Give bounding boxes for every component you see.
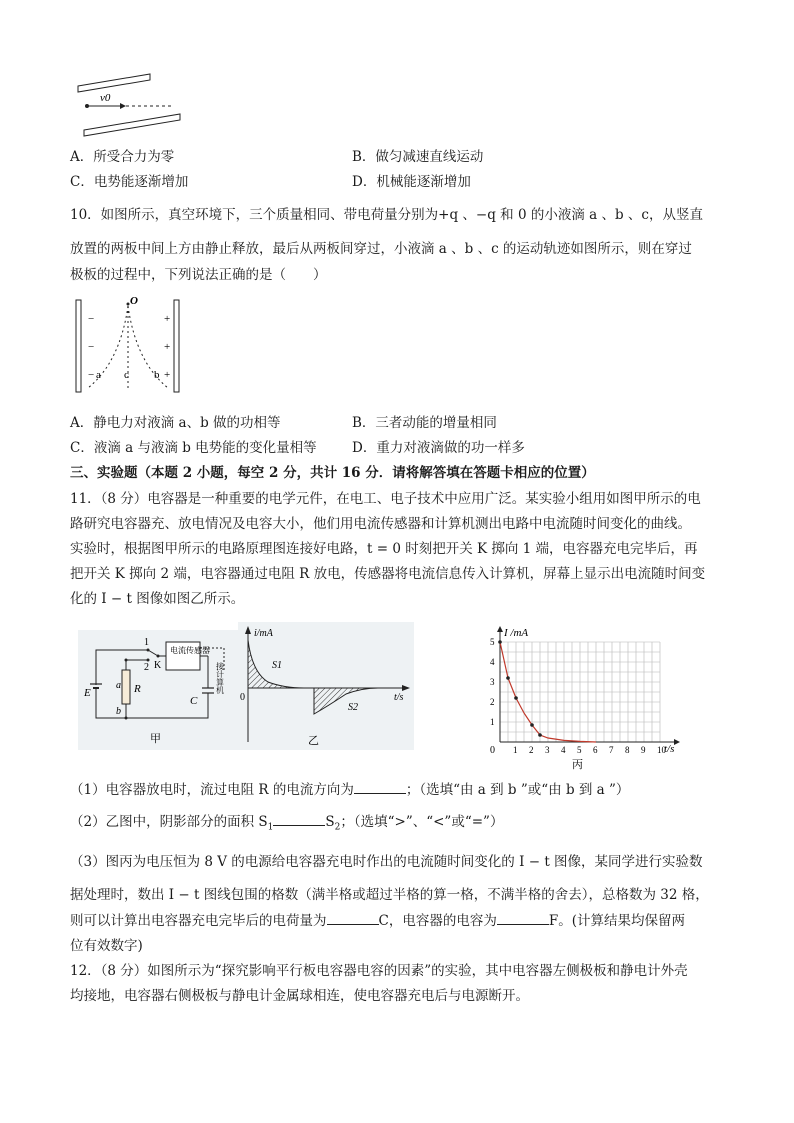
q11-line4: 把开关 K 掷向 2 端，电容器通过电阻 R 放电，传感器将电流信息传入计算机，屏幕上显示出电流随时间变 — [70, 566, 706, 582]
q11-sub3-text-a: 则可以计算出电容器充电完毕后的电荷量为 — [70, 913, 327, 929]
q11-sub1 — [70, 781, 629, 799]
q11-sub3-charge-blank[interactable] — [327, 912, 379, 925]
right-plus-2: + — [164, 341, 171, 353]
data-point — [514, 696, 518, 700]
origin-label: O — [130, 295, 138, 307]
q10-option-b[interactable]: B．三者动能的增量相同 — [352, 415, 497, 431]
upper-plate — [78, 74, 150, 92]
fig-yi-caption: 乙 — [308, 735, 319, 747]
x-tick-label: 5 — [577, 745, 582, 755]
q11-line2: 路研究电容器充、放电情况及电容大小，他们用电流传感器和计算机测出电路中电流随时间变化的曲线。 — [70, 516, 691, 532]
fig-bing-caption: 丙 — [572, 759, 583, 770]
q12-line1: 12．（8 分）如图所示为“探究影响平行板电容器电容的因素”的实验，其中电容器左侧极板和静电计外壳 — [70, 963, 688, 979]
sensor-label: 电流传感器 — [170, 646, 210, 655]
q11-sub3-line3 — [70, 912, 685, 930]
left-minus-2: − — [88, 341, 95, 353]
data-point — [498, 640, 502, 644]
q12-line2: 均接地，电容器右侧极板与静电计金属球相连，使电容器充电后与电源断开。 — [70, 988, 529, 1004]
label-a: a — [116, 680, 121, 691]
label-R: R — [134, 683, 141, 695]
yi-S1: S1 — [272, 660, 282, 671]
q10-stem-line2: 放置的两板中间上方由静止释放，最后从两板间穿过，小液滴 a 、b 、c 的运动轨迹如图所示，则在穿过 — [70, 241, 692, 257]
right-plate — [174, 300, 179, 392]
yi-ylabel: i/mA — [254, 628, 273, 639]
q11-sub3-line2: 据处理时，数出 I − t 图线包围的格数（满半格或超过半格的算一格，不满半格的舍去），总格数为 32 格， — [70, 887, 709, 903]
right-plus-3: + — [164, 369, 171, 381]
q11-sub3-capacitance-blank[interactable] — [497, 912, 549, 925]
q11-sub2-s2-subscript: 2 — [334, 822, 341, 833]
q11-line1: 11．（8 分）电容器是一种重要的电学元件，在电工、电子技术中应用广泛。某实验小组用如图甲所示的电 — [70, 491, 701, 507]
q11-sub3-text-b: C，电容器的电容为 — [378, 913, 497, 929]
q11-line5: 化的 I − t 图像如图乙所示。 — [70, 591, 245, 607]
y-tick-label: 2 — [490, 697, 495, 707]
velocity-arrowhead — [120, 103, 126, 109]
fig-bing-chart — [483, 624, 693, 770]
q11-sub2 — [70, 813, 503, 837]
y-axis-arrow — [497, 626, 503, 632]
y-tick-label: 1 — [490, 717, 495, 727]
x-tick-label: 6 — [593, 745, 598, 755]
y-tick-label: 4 — [490, 657, 495, 667]
q10-option-c[interactable]: C．液滴 a 与液滴 b 电势能的变化量相等 — [70, 440, 317, 456]
q11-sub3-line4: 位有效数字) — [70, 938, 143, 954]
label-1: 1 — [144, 637, 149, 648]
x-tick-label: 7 — [609, 745, 614, 755]
path-b — [128, 306, 171, 388]
y-tick-label: 3 — [490, 677, 495, 687]
q9-option-d[interactable]: D．机械能逐渐增加 — [352, 174, 471, 190]
q9-option-a[interactable]: A．所受合力为零 — [70, 149, 175, 165]
section3-title: 三、实验题（本题 2 小题，每空 2 分，共计 16 分．请将解答填在答题卡相应的位置） — [70, 465, 595, 481]
q11-sub3-line1: （3）图丙为电压恒为 8 V 的电源给电容器充电时作出的电流随时间变化的 I − t 图像，某同学进行实验数 — [70, 854, 703, 870]
label-b: b — [116, 706, 121, 717]
label-a: a — [96, 369, 101, 381]
right-plus-1: + — [164, 313, 171, 325]
x-tick-label: 3 — [545, 745, 550, 755]
q10-stem-line3: 极板的过程中，下列说法正确的是（ ） — [70, 267, 327, 283]
q10-option-d[interactable]: D．重力对液滴做的功一样多 — [352, 440, 525, 456]
q9-figure — [70, 64, 190, 140]
data-point — [538, 733, 542, 737]
q9-option-c[interactable]: C．电势能逐渐增加 — [70, 174, 189, 190]
q10-figure — [70, 292, 190, 397]
y-tick-label: 5 — [490, 637, 495, 647]
lower-plate — [84, 114, 180, 136]
x-axis-arrow — [674, 739, 680, 745]
q11-sub2-text-a: （2）乙图中，阴影部分的面积 S — [70, 814, 268, 830]
computer-label: 接计算机 — [215, 662, 225, 694]
left-minus-1: − — [88, 313, 95, 325]
bing-xlabel: t/s — [664, 743, 675, 755]
fig-yi-chart — [238, 622, 414, 750]
q11-sub2-s1-subscript: 1 — [267, 822, 274, 833]
q11-sub1-text-a: （1）电容器放电时，流过电阻 R 的电流方向为 — [70, 782, 354, 798]
q9-option-b[interactable]: B．做匀减速直线运动 — [352, 149, 484, 165]
q11-sub2-text-c: ；（选填“>”、“<”或“=”） — [340, 814, 504, 830]
bing-origin: 0 — [490, 745, 495, 756]
q11-sub1-text-b: ；（选填“由 a 到 b ”或“由 b 到 a ”） — [405, 782, 630, 798]
x-tick-label: 9 — [641, 745, 646, 755]
label-C: C — [190, 695, 198, 707]
label-K: K — [154, 660, 162, 671]
q11-sub2-text-b: S — [325, 814, 335, 830]
q10-stem-line1: 10．如图所示，真空环境下，三个质量相同、带电荷量分别为+q 、−q 和 0 的小液滴 a 、b 、c，从竖直 — [70, 207, 703, 223]
label-E: E — [84, 687, 91, 699]
fig-jia-circuit — [78, 630, 238, 750]
q11-line3: 实验时，根据图甲所示的电路原理图连接好电路，t = 0 时刻把开关 K 掷向 1 端，电容器充电完毕后，再 — [70, 541, 698, 557]
fig-jia-caption: 甲 — [150, 733, 161, 745]
yi-S2: S2 — [348, 702, 358, 713]
v0-label: v0 — [100, 92, 111, 104]
label-c: c — [124, 369, 129, 381]
x-tick-label: 10 — [657, 745, 666, 755]
x-tick-label: 2 — [529, 745, 534, 755]
yi-xlabel: t/s — [394, 692, 404, 703]
q11-sub1-blank[interactable] — [354, 781, 406, 794]
resistor — [122, 670, 130, 704]
x-tick-label: 4 — [561, 745, 566, 755]
label-b: b — [154, 369, 160, 381]
label-2: 2 — [144, 662, 149, 673]
data-point — [530, 723, 534, 727]
q11-sub2-blank[interactable] — [273, 813, 325, 826]
x-tick-label: 8 — [625, 745, 630, 755]
data-point — [506, 676, 510, 680]
x-tick-label: 1 — [513, 745, 518, 755]
left-plate — [76, 300, 81, 392]
q10-option-a[interactable]: A．静电力对液滴 a、b 做的功相等 — [70, 415, 281, 431]
bing-ylabel: I /mA — [504, 627, 529, 639]
q11-sub3-text-c: F。(计算结果均保留两 — [548, 913, 685, 929]
yi-origin: 0 — [240, 692, 245, 703]
left-minus-3: − — [88, 369, 95, 381]
